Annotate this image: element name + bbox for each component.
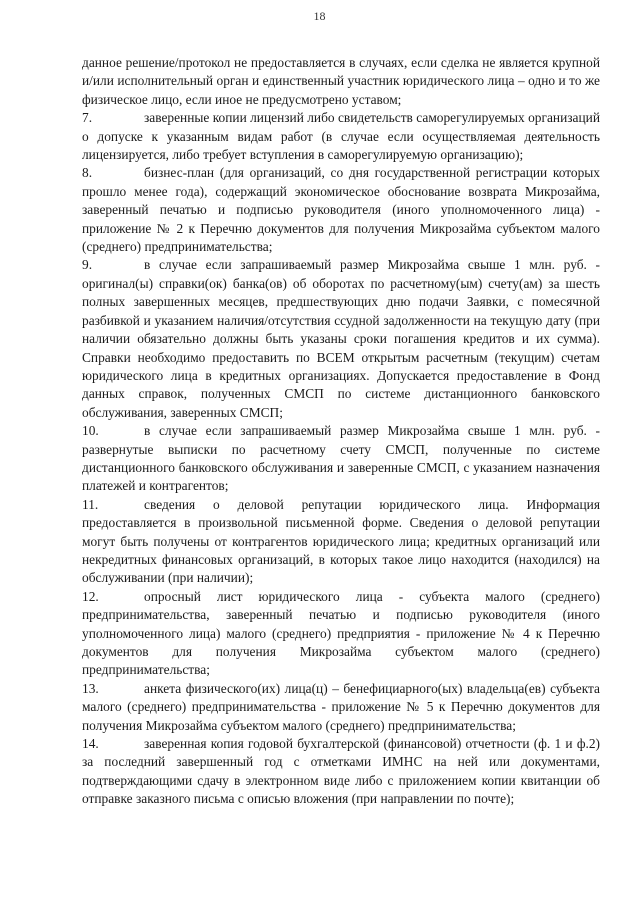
list-item-number: 13. <box>82 680 99 696</box>
list-item <box>82 588 600 680</box>
list-item <box>82 496 600 588</box>
list-item-number: 9. <box>82 257 93 273</box>
list-item <box>82 422 600 496</box>
list-item <box>82 109 600 164</box>
list-item <box>82 164 600 256</box>
paragraph-continuation <box>82 54 600 109</box>
list-item-number: 10. <box>82 423 99 439</box>
list-item-text: в случае если запрашиваемый размер Микрозайма свыше 1 млн. руб. - оригинал(ы) справки(ок) банка(ов) об оборотах по расчетному(ым) счету(ам) за шесть полных завершенных месяцев, предшествующих дню подачи Заявки, с помесячной разбивкой и указанием наличия/отсутствия ссудной задолженности на текущую дату (при наличии обязательно должны быть указаны сроки погашения кредитов и их сумма). Справки необходимо предоставить по ВСЕМ открытым расчетным (текущим) счетам юридического лица в кредитных организациях. Допускается предоставление в Фонд данных справок, полученных СМСП по системе дистанционного банковского обслуживания, заверенных СМСП; <box>82 257 600 420</box>
list-item <box>82 680 600 735</box>
list-item-text: в случае если запрашиваемый размер Микрозайма свыше 1 млн. руб. - развернутые выписки по расчетному счету СМСП, полученные по системе дистанционного банковского обслуживания и заверенные СМСП, с указанием назначения платежей и контрагентов; <box>82 423 600 494</box>
list-item-text: опросный лист юридического лица - субъекта малого (среднего) предпринимательства, заверенный печатью и подписью руководителя (иного уполномоченного лица) малого (среднего) предприятия - приложение № 4 к Перечню документов для получения Микрозайма субъектом малого (среднего) предпринимательства; <box>82 588 600 678</box>
list-item-text: анкета физического(их) лица(ц) – бенефициарного(ых) владельца(ев) субъекта малого (среднего) предпринимательства - приложение № 5 к Перечню документов для получения Микрозайма субъектом малого (среднего) предпринимательства; <box>82 680 600 733</box>
list-item-number: 8. <box>82 165 93 181</box>
list-item-text: бизнес-план (для организаций, со дня государственной регистрации которых прошло менее года), содержащий экономическое обоснование возврата Микрозайма, заверенный печатью и подписью руководителя (иного уполномоченного лица) - приложение № 2 к Перечню документов для получения Микрозайма субъектом малого (среднего) предпринимательства; <box>82 165 600 255</box>
list-item <box>82 256 600 422</box>
list-item-number: 7. <box>82 110 93 126</box>
list-item-number: 12. <box>82 588 99 604</box>
list-item-number: 11. <box>82 496 99 512</box>
list-item-text: сведения о деловой репутации юридического лица. Информация предоставляется в произвольной письменной форме. Сведения о деловой репутации могут быть получены от контрагентов юридического лица; кредитных организаций или некредитных финансовых организаций, в которых такое лицо находится (находился) на обслуживании (при наличии); <box>82 496 600 586</box>
page-number: 18 <box>313 9 326 23</box>
document-body <box>82 54 600 809</box>
list-item <box>82 735 600 809</box>
list-item-text: заверенные копии лицензий либо свидетельств саморегулируемых организаций о допуске к указанным видам работ (в случае если осуществляемая деятельность лицензируется, либо требует вступления в саморегулируемую организацию); <box>82 110 600 163</box>
list-item-text: заверенная копия годовой бухгалтерской (финансовой) отчетности (ф. 1 и ф.2) за последний завершенный год с отметками ИМНС на ней или документами, подтверждающими сдачу в электронном виде либо с приложением копии квитанции об отправке заказного письма с описью вложения (при направлении по почте); <box>82 736 600 807</box>
paragraph-text: данное решение/протокол не предоставляется в случаях, если сделка не является крупной и/или исполнительный орган и единственный участник юридического лица – одно и то же физическое лицо, если иное не предусмотрено уставом; <box>82 55 600 107</box>
list-item-number: 14. <box>82 736 99 752</box>
